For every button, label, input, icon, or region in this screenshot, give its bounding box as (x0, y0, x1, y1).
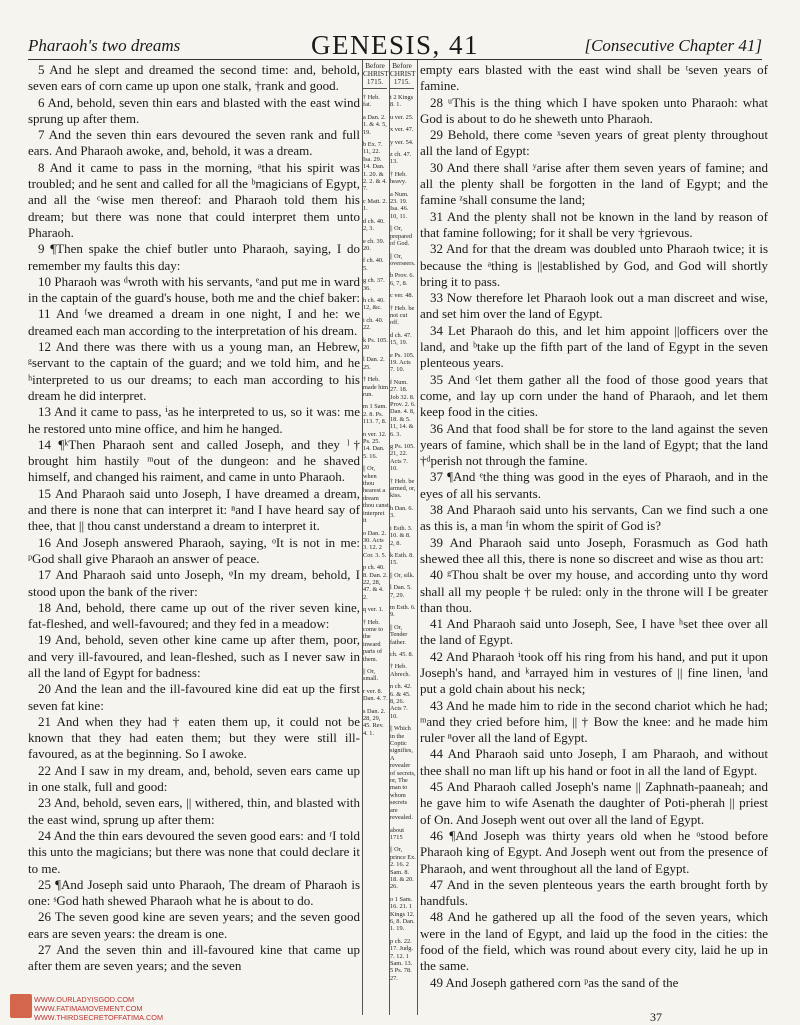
margin-note: k Ps. 105. 20 (363, 336, 388, 351)
margin-note: c ver. 48. (390, 292, 414, 300)
verse: 31 And the plenty shall not be known in the land by reason of that famine following; for it shall be very †grievous. (420, 208, 768, 240)
verse: 12 And there was there with us a young man, an Hebrew, ᵍservant to the captain of the guard; and we told him, and he ʰinterpreted to us our dreams; to each man according to his dream he did interpret. (28, 339, 360, 403)
margin-note: || Or, Tender father. (390, 623, 408, 646)
margin-note: || Or, silk. (390, 571, 415, 579)
margin-head-right: Before CHRIST 1715. (390, 60, 414, 89)
margin-note: d ch. 40. 2, 3. (363, 217, 385, 233)
margin-note: b Prov. 6. 6, 7, 8. (390, 272, 415, 287)
margin-note: e Ps. 105. 19. Acts 7. 10. (390, 351, 415, 374)
verse: 29 Behold, there come ˣseven years of great plenty throughout all the land of Egypt: (420, 127, 768, 159)
verse: 11 And ᶠwe dreamed a dream in one night, I and he: we dreamed each man according to the interpretation of his dream. (28, 306, 360, 338)
margin-note: † Heb. Abrech. (390, 663, 411, 678)
verse: 9 ¶Then spake the chief butler unto Pharaoh, saying, I do remember my faults this day: (28, 241, 360, 273)
verse: 49 And Joseph gathered corn ᵖas the sand of the (430, 974, 679, 990)
verse: 17 And Pharaoh said unto Joseph, ᵠIn my dream, behold, I stood upon the bank of the river: (28, 567, 360, 599)
margin-note: || Or, prepared of God. (390, 225, 413, 248)
verse: empty ears blasted with the east wind shall be ᵗseven years of famine. (420, 62, 768, 94)
verse: 46 ¶And Joseph was thirty years old when he ᵒstood before Pharaoh king of Egypt. And Joseph went out from the presence of Pharaoh, and went throughout all the land of Egypt. (420, 827, 768, 876)
margin-note: † Heb. made him run. (363, 376, 389, 398)
margin-note: n ver. 12. Ps. 25. 14. Dan. 5. 16. (363, 430, 387, 460)
verse: 44 And Pharaoh said unto Joseph, I am Pharaoh, and without thee shall no man lift up his hand or foot in all the land of Egypt. (420, 746, 768, 778)
verse: 33 Now therefore let Pharaoh look out a man discreet and wise, and set him over the land of Egypt. (420, 290, 768, 322)
margin-note: || Which in the Coptic signifies, A revealer of secrets, or, The man to whom secrets are revealed. (390, 725, 416, 822)
verse: 41 And Pharaoh said unto Joseph, See, I have ʰset thee over all the land of Egypt. (420, 616, 768, 648)
verse: 16 And Joseph answered Pharaoh, saying, ᵒIt is not in me: ᵖGod shall give Pharaoh an answer of peace. (28, 534, 360, 566)
margin-note: † Heb. be not cut off. (390, 304, 415, 327)
margin-note: z ch. 47. 13. (390, 151, 412, 166)
verse: 19 And, behold, seven other kine came up after them, poor, and very ill-favoured, and lean-fleshed, such as I never saw in all the land of Egypt for badness: (28, 632, 360, 680)
verse: 30 And there shall ʸarise after them seven years of famine; and all the plenty shall be forgotten in the land of Egypt; and the famine ᶻshall consume the land; (420, 159, 768, 208)
margin-note: o 1 Sam. 16. 21. 1 Kings 12. 6, 8. Dan. 1. 19. (390, 895, 415, 933)
margin-note: n ch. 42. 6. & 45. 8, 26. Acts 7. 10. (390, 683, 412, 720)
verse: 26 The seven good kine are seven years; and the seven good ears are seven years: the dream is one. (28, 909, 360, 941)
watermark-urls (34, 995, 163, 1022)
verse: 28 ᵘThis is the thing which I have spoken unto Pharaoh: what God is about to do he sheweth unto Pharaoh. (420, 94, 768, 126)
verse: 15 And Pharaoh said unto Joseph, I have dreamed a dream, and there is none that can interpret it: ⁿand I have heard say of thee, that || thou canst understand a dream to interpret it. (28, 485, 360, 534)
verse: 36 And that food shall be for store to the land against the seven years of famine, which shall be in the land of Egypt; that the land †ᵈperish not through the famine. (420, 420, 768, 469)
left-text-column (28, 62, 360, 975)
margin-note: t 2 Kings 8. 1. (390, 94, 414, 109)
margin-note: f ch. 40. 5. (363, 257, 384, 272)
center-reference-column (362, 60, 418, 1015)
verse: 10 Pharaoh was ᵈwroth with his servants, ᵉand put me in ward in the captain of the guard's house, both me and the chief baker: (28, 273, 360, 306)
margin-note: † Heb. be armed, or, kiss. (390, 477, 416, 500)
watermark-url[interactable]: WWW.THIRDSECRETOFFATIMA.COM (34, 1013, 164, 1022)
verse: 47 And in the seven plenteous years the earth brought forth by handfuls. (420, 876, 768, 909)
margin-note: l Dan. 2. 25. (363, 356, 385, 371)
verse: 22 And I saw in my dream, and, behold, seven ears came up in one stalk, full and good: (28, 762, 360, 795)
margin-note: ch. 45. 8. (390, 650, 414, 658)
margin-note: || Or, overseers. (390, 252, 416, 267)
margin-note: o Dan. 2. 30. Acts 3. 12. 2 Cor. 3. 5. (363, 529, 387, 559)
verse: 37 ¶And ᵉthe thing was good in the eyes of Pharaoh, and in the eyes of all his servants. (420, 469, 768, 501)
margin-note: k Esth. 8. 15. (390, 551, 414, 567)
margin-note: r ver. 8. Dan. 4. 7. (363, 687, 388, 703)
margin-note: h ch. 40. 12, &c. (363, 296, 385, 312)
verse: 48 And he gathered up all the food of the seven years, which were in the land of Egypt, and laid up the food in the cities: the food of the field, which was round about every city, laid he up in the same. (420, 909, 768, 974)
margin-note: g ch. 37. 36. (363, 277, 385, 292)
running-title: Pharaoh's two dreams (28, 36, 181, 55)
verse: 18 And, behold, there came up out of the river seven kine, fat-fleshed, and well-favoured; and they fed in a meadow: (28, 599, 360, 632)
verse: 20 And the lean and the ill-favoured kine did eat up the first seven fat kine: (28, 681, 360, 713)
margin-note: x ver. 47. (390, 126, 414, 134)
verse: 25 ¶And Joseph said unto Pharaoh, The dream of Pharaoh is one: ˢGod hath shewed Pharaoh what he is about to do. (28, 876, 360, 909)
verse: 40 ᵍThou shalt be over my house, and according unto thy word shall all my people † be ruled: only in the throne will I be greater than thou. (420, 567, 768, 615)
book-chapter-title: GENESIS, 41 (310, 30, 479, 60)
margin-note: l Dan. 5. 7, 29. (390, 584, 412, 599)
margin-note: g Ps. 105. 21, 22. Acts 7. 10. (390, 443, 415, 473)
margin-note: f Num. 27. 18. Job 32. 8. Prov. 2. 6. Dan. 4. 8, 18. & 5. 11, 14. & 6. 3. (390, 378, 416, 438)
margin-note: y ver. 54. (390, 138, 414, 146)
seal-icon (10, 994, 32, 1018)
margin-note: a Num. 23. 19. Isa. 46. 10, 11. (390, 190, 409, 220)
verse: 7 And the seven thin ears devoured the seven rank and full ears. And Pharaoh awoke, and, behold, it was a dream. (28, 127, 360, 159)
verse: 13 And it came to pass, ⁱas he interpreted to us, so it was: me he restored unto mine office, and him he hanged. (28, 404, 360, 436)
verse: 6 And, behold, seven thin ears and blasted with the east wind sprung up after them. (28, 94, 360, 126)
margin-note: || Or, prince Ex. 2. 16. 2 Sam. 8. 18. & 20. 26. (390, 846, 416, 891)
margin-note: i ch. 40. 22. (363, 316, 384, 332)
margin-note: s Dan. 2. 28, 29, 45. Rev. 4. 1. (363, 707, 386, 737)
margin-note: d ch. 47. 15, 19. (390, 331, 412, 347)
verse: 45 And Pharaoh called Joseph's name || Zaphnath-paaneah; and he gave him to wife Asenath the daughter of Poti-pherah || priest of On. And Joseph went out over all the land of Egypt. (420, 779, 768, 827)
margin-note: h Dan. 6. 3. (390, 504, 414, 520)
margin-note: || Or, when thou hearest a dream thou canst interpret it (363, 465, 389, 525)
right-text-column (420, 62, 768, 991)
verse: 42 And Pharaoh ⁱtook off his ring from his hand, and put it upon Joseph's hand, and ᵏarrayed him in vestures of || fine linen, ˡand put a gold chain about his neck; (420, 648, 768, 697)
verse: 5 And he slept and dreamed the second time: and, behold, seven ears of corn came up upon one stalk, †rank and good. (28, 62, 360, 94)
verse: 38 And Pharaoh said unto his servants, Can we find such a one as this is, a man ᶠin whom the spirit of God is? (420, 502, 768, 534)
verse: 32 And for that the dream was doubled unto Pharaoh twice; it is because the ᵃthing is ||established by God, and God will shortly bring it to pass. (420, 241, 768, 289)
verse: 39 And Pharaoh said unto Joseph, Forasmuch as God hath shewed thee all this, there is none so discreet and wise as thou art: (420, 534, 768, 566)
page-number: 37 (650, 1010, 662, 1024)
margin-note: about 1715 (390, 826, 404, 841)
margin-note: m 1 Sam. 2. 8. Ps. 113. 7, 8. (363, 403, 387, 426)
margin-note: † Heb. heavy. (390, 170, 407, 186)
verse: 8 And it came to pass in the morning, ᵃthat his spirit was troubled; and he sent and called for all the ᵇmagicians of Egypt, and all the ᶜwise men thereof: and Pharaoh told them his dream; but there was none that could interpret them unto Pharaoh. (28, 159, 360, 240)
page-header (28, 30, 762, 60)
verse: 43 And he made him to ride in the second chariot which he had; ᵐand they cried before him, || † Bow the knee: and he made him ruler ⁿover all the land of Egypt. (420, 697, 768, 746)
margin-note: m Esth. 6. 9. (390, 603, 416, 619)
verse: 21 And when they had † eaten them up, it could not be known that they had eaten them; but they were still ill-favoured, as at the beginning. So I awoke. (28, 713, 360, 762)
margin-note: i Esth. 3. 10. & 8. 2, 8. (390, 524, 413, 547)
margin-note: p ch. 40. 8. Dan. 2. 22, 28, 47. & 4. 2. (363, 564, 388, 601)
margin-note: p ch. 22. 17. Judg. 7. 12. 1 Sam. 13. 5 Ps. 78. 27. (390, 937, 413, 982)
verse: 23 And, behold, seven ears, || withered, thin, and blasted with the east wind, sprung up after them: (28, 795, 360, 827)
verse: 35 And ᶜlet them gather all the food of those good years that come, and lay up corn under the hand of Pharaoh, and let them keep food in the cities. (420, 371, 768, 420)
verse: 24 And the thin ears devoured the seven good ears: and ʳI told this unto the magicians; but there was none that could declare it to me. (28, 827, 360, 876)
margin-note: q ver. 1. (363, 606, 384, 614)
verse: 27 And the seven thin and ill-favoured kine that came up after them are seven years; and the seven (28, 942, 360, 974)
margin-note: b Ex. 7. 11, 22. Isa. 29. 14. Dan. 1. 20. & 2. 2. & 4. 7. (363, 141, 387, 193)
margin-head-left: Before CHRIST 1715. (363, 60, 387, 89)
margin-note: a Dan. 2. 1. & 4. 5, 19. (363, 113, 387, 136)
watermark-url[interactable]: WWW.OURLADYISGOD.COM (34, 995, 135, 1004)
margin-note: e ch. 39. 20. (363, 237, 385, 252)
left-margin-notes (363, 60, 390, 1015)
margin-note: u ver. 25. (390, 113, 414, 121)
margin-note: c Matt. 2. 1. (363, 197, 388, 213)
consecutive-chapter: [Consecutive Chapter 41] (584, 36, 762, 55)
verse: 14 ¶ᵏThen Pharaoh sent and called Joseph, and they ˡ† brought him hastily ᵐout of the dungeon: and he shaved himself, and changed his raiment, and came in unto Pharaoh. (28, 436, 360, 485)
margin-note: || Or, small. (363, 668, 379, 683)
verse: 34 Let Pharaoh do this, and let him appoint ||officers over the land, and ᵇtake up the fifth part of the land of Egypt in the seven plenteous years. (420, 322, 768, 371)
right-margin-notes (390, 60, 416, 1015)
watermark-url[interactable]: WWW.FATIMAMOVEMENT.COM (34, 1004, 143, 1013)
margin-note: † Heb. come to the inward parts of them. (363, 618, 384, 663)
margin-note: † Heb. fat. (363, 94, 380, 109)
